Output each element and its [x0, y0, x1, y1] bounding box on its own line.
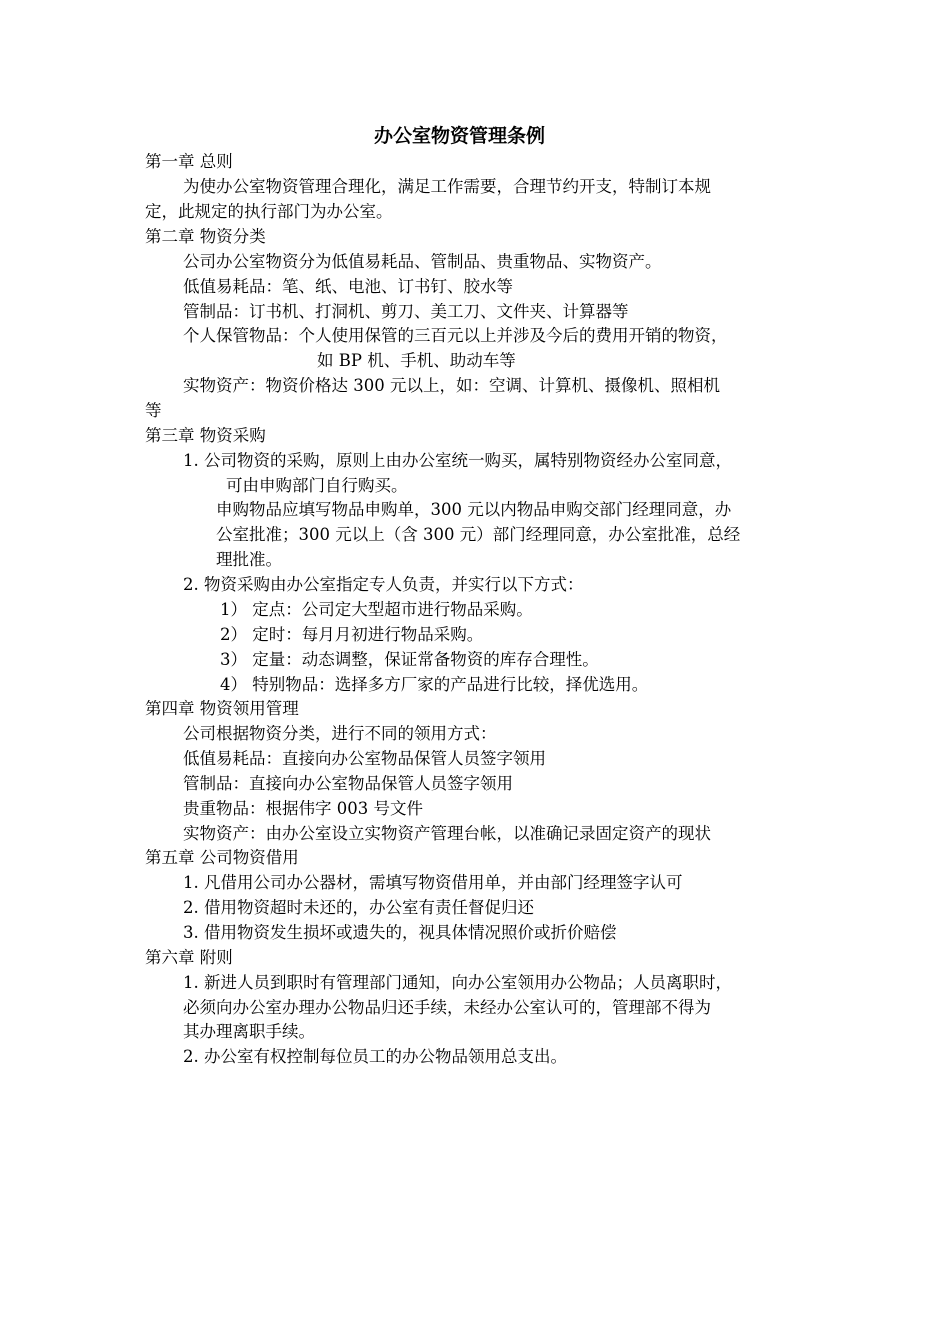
- paragraph-line: 实物资产：由办公室设立实物资产管理台帐，以准确记录固定资产的现状: [183, 824, 711, 843]
- chapter-2-heading: 第二章 物资分类: [145, 227, 266, 246]
- paragraph-line: 公室批准；300 元以上（含 300 元）部门经理同意，办公室批准，总经: [216, 525, 741, 544]
- list-item: 1. 凡借用公司办公器材，需填写物资借用单，并由部门经理签字认可: [183, 873, 683, 892]
- list-item: 1） 定点：公司定大型超市进行物品采购。: [220, 600, 533, 619]
- paragraph-line: 低值易耗品：笔、纸、电池、订书钉、胶水等: [183, 277, 513, 296]
- list-item: 1. 新进人员到职时有管理部门通知，向办公室领用办公物品；人员离职时，: [183, 973, 732, 992]
- paragraph-line: 理批准。: [216, 550, 282, 569]
- paragraph-line: 管制品：直接向办公室物品保管人员签字领用: [183, 774, 513, 793]
- list-item: 必须向办公室办理办公物品归还手续，未经办公室认可的，管理部不得为: [183, 998, 711, 1017]
- list-item: 2. 物资采购由办公室指定专人负责，并实行以下方式：: [183, 575, 584, 594]
- paragraph-line: 如 BP 机、手机、助动车等: [317, 351, 516, 370]
- paragraph-line: 申购物品应填写物品申购单，300 元以内物品申购交部门经理同意，办: [216, 500, 732, 519]
- paragraph-line: 为使办公室物资管理合理化，满足工作需要，合理节约开支，特制订本规: [183, 177, 711, 196]
- list-item: 可由申购部门自行购买。: [226, 476, 408, 495]
- document-title: 办公室物资管理条例: [374, 125, 546, 147]
- list-item: 3. 借用物资发生损坏或遗失的，视具体情况照价或折价赔偿: [183, 923, 617, 942]
- list-item: 2） 定时：每月月初进行物品采购。: [220, 625, 484, 644]
- chapter-5-heading: 第五章 公司物资借用: [145, 848, 299, 867]
- chapter-6-heading: 第六章 附则: [145, 948, 233, 967]
- paragraph-line: 公司办公室物资分为低值易耗品、管制品、贵重物品、实物资产。: [183, 252, 662, 271]
- paragraph-line: 低值易耗品：直接向办公室物品保管人员签字领用: [183, 749, 546, 768]
- paragraph-line: 等: [145, 401, 162, 420]
- list-item: 1. 公司物资的采购，原则上由办公室统一购买，属特别物资经办公室同意，: [183, 451, 732, 470]
- list-item: 其办理离职手续。: [183, 1022, 315, 1041]
- paragraph-line: 贵重物品：根据伟字 003 号文件: [183, 799, 423, 818]
- paragraph-line: 管制品：订书机、打洞机、剪刀、美工刀、文件夹、计算器等: [183, 302, 629, 321]
- paragraph-line: 实物资产：物资价格达 300 元以上，如：空调、计算机、摄像机、照相机: [183, 376, 720, 395]
- list-item: 3） 定量：动态调整，保证常备物资的库存合理性。: [220, 650, 599, 669]
- list-item: 2. 办公室有权控制每位员工的办公物品领用总支出。: [183, 1047, 567, 1066]
- chapter-1-heading: 第一章 总则: [145, 152, 233, 171]
- chapter-4-heading: 第四章 物资领用管理: [145, 699, 299, 718]
- chapter-3-heading: 第三章 物资采购: [145, 426, 266, 445]
- list-item: 4） 特别物品：选择多方厂家的产品进行比较，择优选用。: [220, 675, 649, 694]
- paragraph-line: 公司根据物资分类，进行不同的领用方式：: [183, 724, 497, 743]
- paragraph-line: 定，此规定的执行部门为办公室。: [145, 202, 393, 221]
- list-item: 2. 借用物资超时未还的，办公室有责任督促归还: [183, 898, 534, 917]
- paragraph-line: 个人保管物品：个人使用保管的三百元以上并涉及今后的费用开销的物资，: [183, 326, 728, 345]
